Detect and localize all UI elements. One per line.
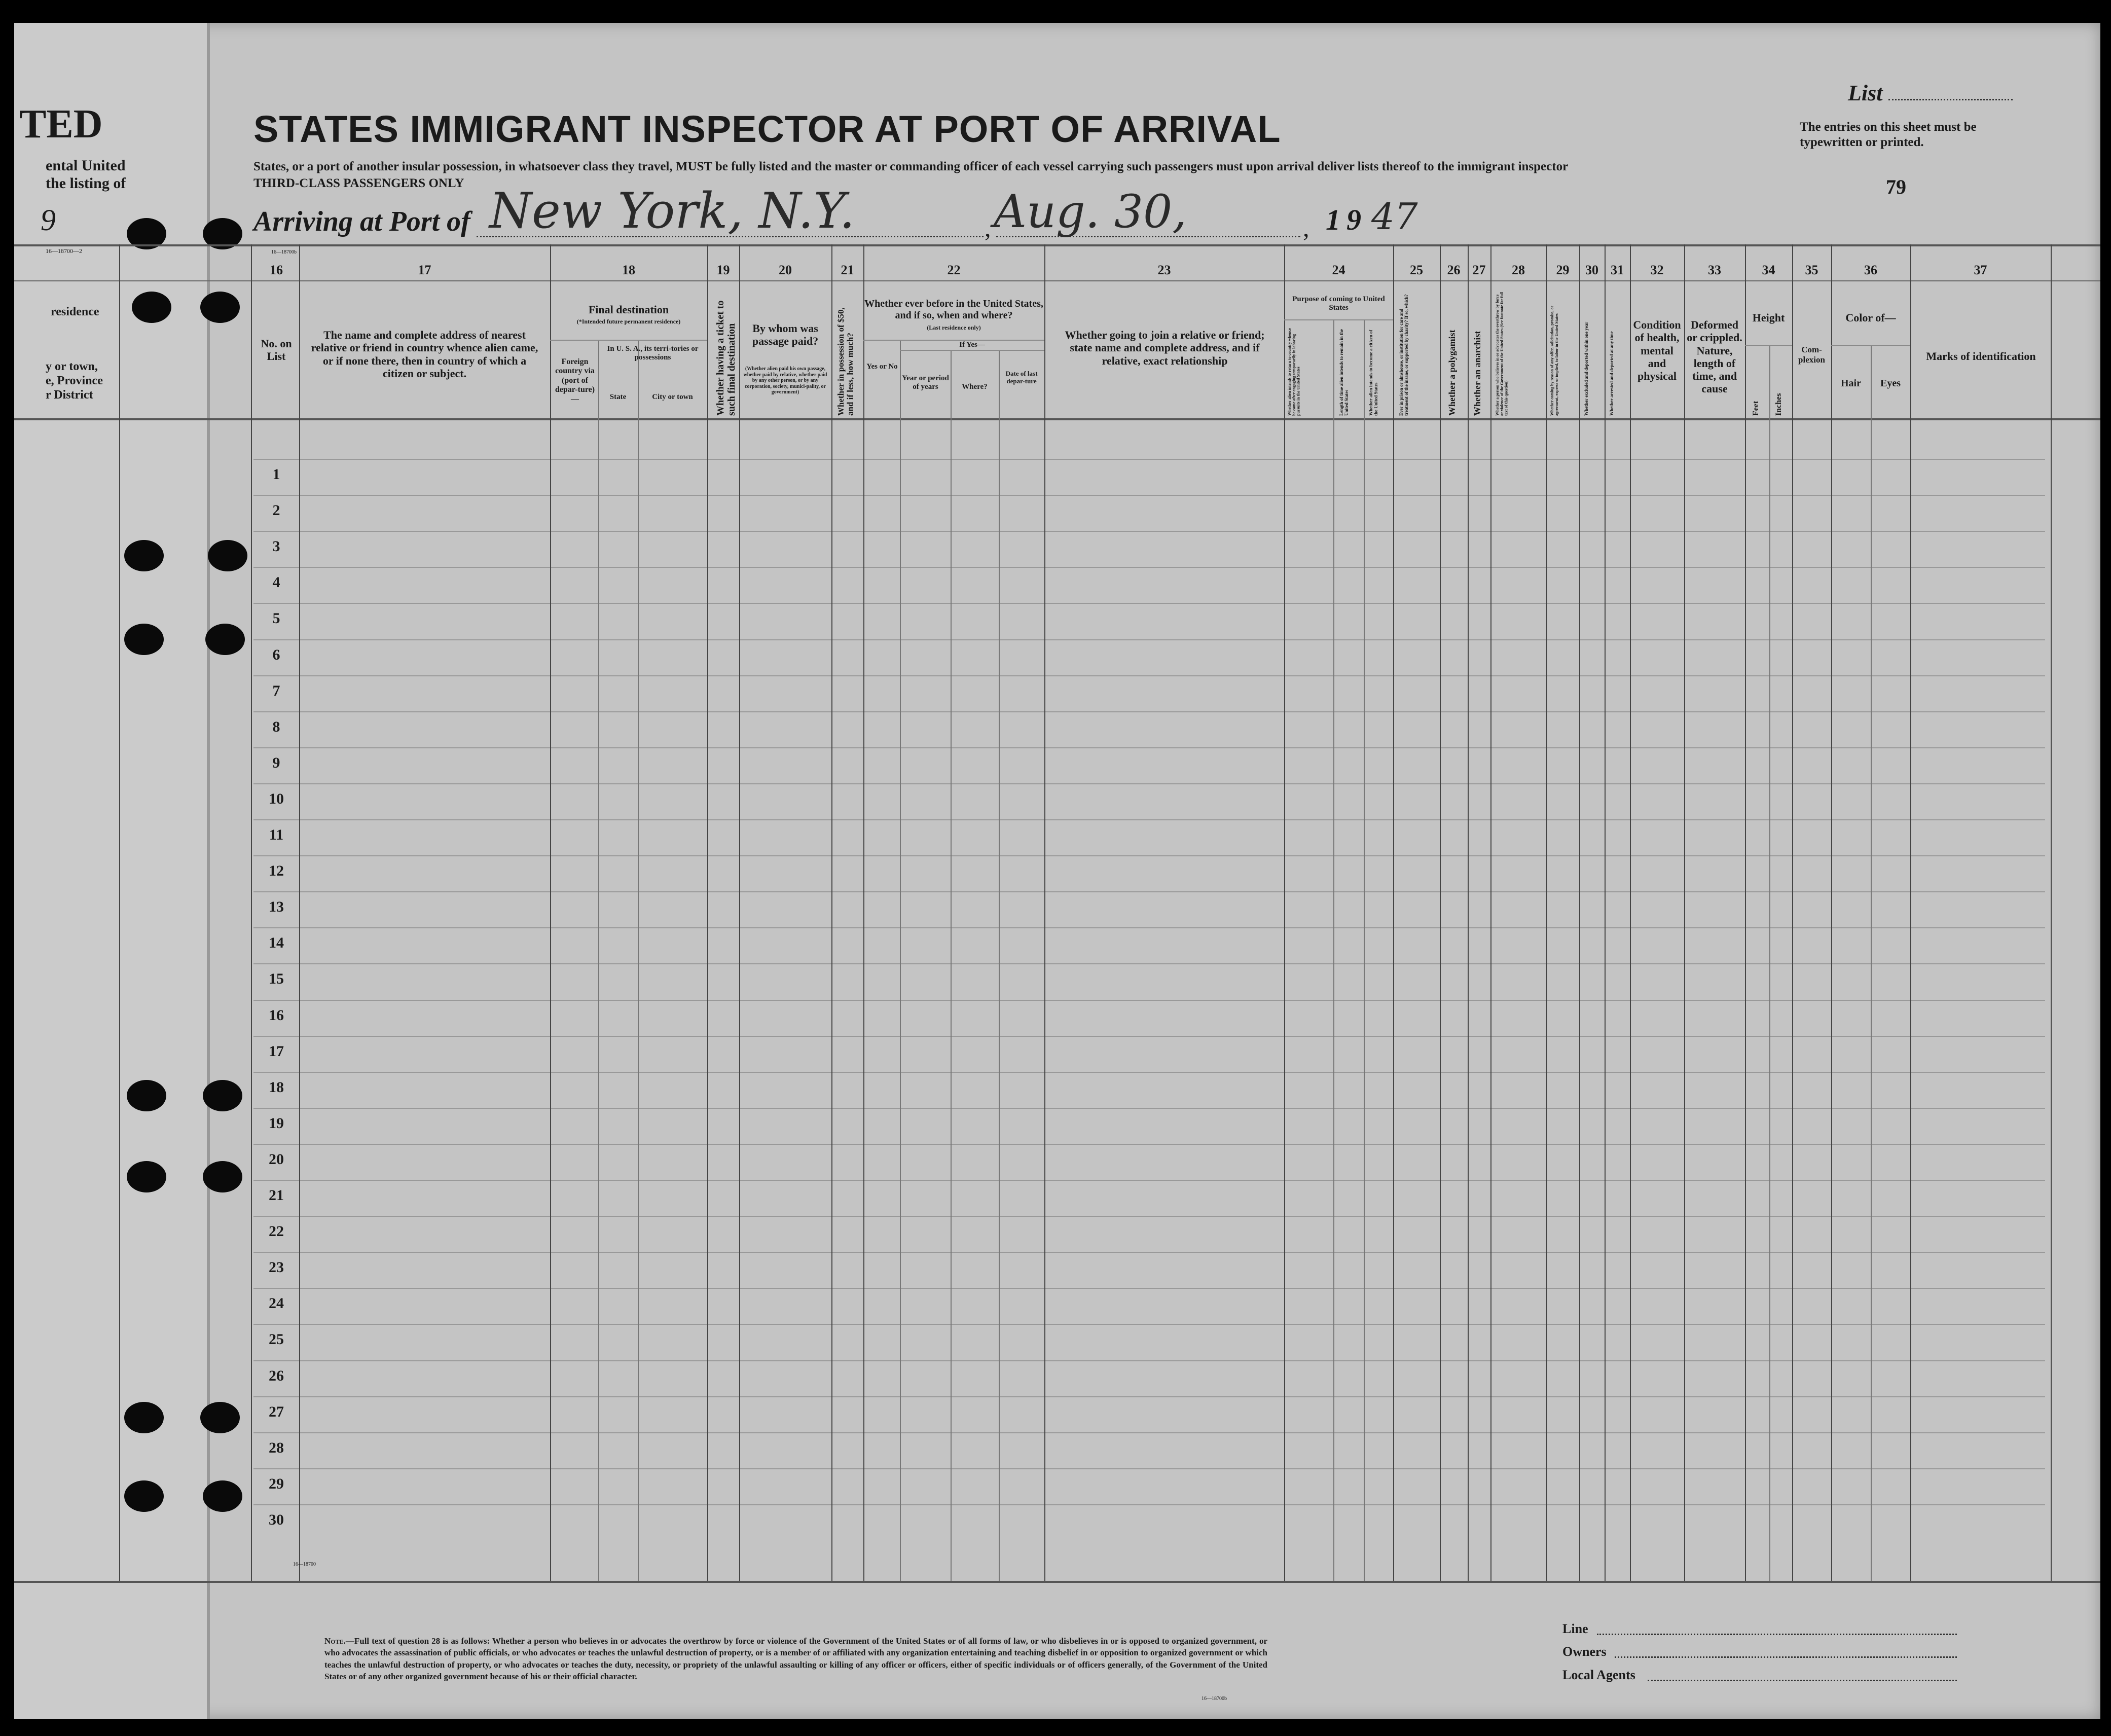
punch-hole: [200, 292, 240, 323]
col24-return: Whether alien intends to return to country whence he came after engaging temporarily in laboring pursuits in the United States: [1287, 328, 1301, 416]
row-rule: [253, 1252, 2045, 1253]
subheader-rule: [550, 340, 707, 341]
punch-hole: [208, 540, 247, 571]
col-number: 33: [1708, 263, 1721, 277]
col-divider: [1684, 244, 1685, 1581]
row-number: 6: [272, 646, 280, 663]
row-number: 10: [269, 790, 284, 807]
row-rule: [253, 1324, 2045, 1325]
row-number: 25: [269, 1331, 284, 1348]
col-number: 26: [1447, 263, 1461, 277]
col36-eyes: Eyes: [1880, 378, 1901, 389]
left-fragment-col-label: residence: [51, 305, 99, 318]
col-divider: [951, 350, 952, 1581]
entry-instruction: The entries on this sheet must be typewritten or printed.: [1800, 120, 1977, 149]
col22-where: Where?: [962, 383, 988, 391]
punch-hole: [203, 1080, 242, 1111]
row-number: 15: [269, 970, 284, 987]
previous-sheet-fragment: [14, 23, 210, 1719]
row-rule: [253, 855, 2045, 856]
col29-header: Whether coming by reason of any offer, solicitation, promise, or agreement, express or implied, to labor in the United States: [1550, 306, 1559, 416]
col-divider: [1044, 244, 1045, 1581]
col18-city: City or town: [652, 393, 693, 401]
row-rule: [253, 1288, 2045, 1289]
row-number: 29: [269, 1475, 284, 1492]
col-divider: [1745, 244, 1746, 1581]
punch-hole: [200, 1402, 240, 1433]
col24-citizen: Whether alien intends to become a citizen of the United States: [1368, 330, 1378, 416]
col28-header: Whether a person who believes in or advocates the overthrow by force or violence of the Government of the United States (See footnote for full text of this question): [1495, 292, 1509, 416]
punch-hole: [203, 1480, 242, 1512]
subheader-rule: [1745, 345, 1792, 346]
col-divider: [2051, 244, 2052, 1581]
subheader-rule: [900, 350, 1044, 351]
col-divider: [1468, 244, 1469, 1581]
col-number: 36: [1864, 263, 1877, 277]
col-number: 16: [270, 263, 283, 277]
col31-header: Whether arrested and deported at any time: [1609, 331, 1614, 416]
row-number: 28: [269, 1439, 284, 1456]
row-number: 30: [269, 1511, 284, 1528]
col-divider: [900, 340, 901, 1581]
row-rule: [253, 495, 2045, 496]
col24-length: Length of time alien intends to remain in the United States: [1339, 329, 1349, 416]
row-number: 26: [269, 1367, 284, 1384]
row-number: 9: [272, 754, 280, 771]
row-rule: [253, 1504, 2045, 1505]
col-divider: [119, 244, 120, 1581]
row-rule: [253, 531, 2045, 532]
row-rule: [253, 1000, 2045, 1001]
col22-years: Year or period of years: [902, 374, 949, 391]
left-fragment-col-text-2: e, Province: [46, 374, 103, 387]
row-rule: [253, 1360, 2045, 1361]
col-number: 18: [622, 263, 635, 277]
col17-header: The name and complete address of nearest relative or friend in country whence alien came, or if none there, then in country of which a citizen or subject.: [311, 329, 538, 380]
owners-label: Owners: [1562, 1644, 1607, 1659]
col-number: 23: [1157, 263, 1171, 277]
col25-header: Ever in prison or almshouse, or institution for care and treatment of the insane, or supported by charity? If so, which?: [1399, 294, 1409, 416]
col-divider: [1871, 345, 1872, 1581]
col-divider: [638, 340, 639, 1581]
col-number: 35: [1805, 263, 1818, 277]
subheader-rule: [1284, 319, 1393, 320]
punch-hole: [127, 1161, 166, 1192]
col-divider: [550, 244, 551, 1581]
punch-hole: [124, 624, 164, 655]
row-rule: [253, 747, 2045, 748]
port-handwritten: New York, N.Y.: [489, 183, 855, 239]
col-number: 34: [1762, 263, 1775, 277]
footnote-text: —Full text of question 28 is as follows: Whether a person who believes in or advocates the overthrow by force or violence of the Government of the United States or of all forms of law, or who disbelieves in or is opposed to organized government, or who advocates the assassination of public officials, or who advocates or teaches the unlawful destruction of property, or is a member of or affiliated with any organization entertaining and teaching disbelief in or opposition to organized government or which teaches the unlawful destruction of property, or who advocates or teaches the duty, necessity, or propriety of the unlawful assaulting or killing of any officer or officers, either of specific individuals or of officers generally, of the Government of the United States or of any other organized government because of his or their official character.: [324, 1636, 1267, 1682]
row-number: 2: [272, 502, 280, 519]
left-fragment-col-text-1: y or town,: [46, 360, 98, 373]
punch-hole: [124, 1480, 164, 1512]
punch-hole: [124, 540, 164, 571]
row-rule: [253, 603, 2045, 604]
footnote-code: 16—18700b: [1202, 1696, 1227, 1702]
col24-header: Purpose of coming to United States: [1292, 295, 1385, 312]
row-number: 14: [269, 934, 284, 951]
col36-hair: Hair: [1841, 378, 1861, 389]
col-number: 32: [1650, 263, 1664, 277]
row-number: 23: [269, 1259, 284, 1276]
col-divider: [598, 340, 599, 1581]
row-rule: [253, 891, 2045, 892]
row-rule: [253, 639, 2045, 640]
col36-header: Color of—: [1845, 311, 1896, 324]
col18-usa: In U. S. A., its terri-tories or possessions: [607, 345, 699, 362]
col-divider: [1605, 244, 1606, 1581]
punch-hole: [205, 624, 245, 655]
punch-hole: [203, 1161, 242, 1192]
col19-header: Whether having a ticket to such final destination: [715, 300, 737, 416]
date-handwritten: Aug. 30,: [994, 185, 1187, 238]
row-rule: [253, 1180, 2045, 1181]
row-number: 27: [269, 1403, 284, 1420]
agents-field[interactable]: [1648, 1680, 1957, 1681]
punch-hole: [132, 292, 171, 323]
col-number: 20: [779, 263, 792, 277]
col22-subheader: (Last residence only): [927, 324, 981, 331]
col-divider: [1630, 244, 1631, 1581]
col-number: 22: [947, 263, 961, 277]
col-divider: [739, 244, 740, 1581]
col-divider: [1333, 319, 1334, 1581]
line-field[interactable]: [1597, 1634, 1957, 1635]
row-rule: [253, 675, 2045, 676]
punch-hole: [124, 1402, 164, 1433]
col23-header: Whether going to join a relative or friend; state name and complete address, and if relative, exact relationship: [1065, 329, 1265, 367]
left-fragment-title: TED: [19, 102, 103, 147]
col16-header: No. on List: [261, 337, 292, 363]
row-number: 1: [272, 466, 280, 483]
agents-label: Local Agents: [1562, 1668, 1635, 1682]
col30-header: Whether excluded and deported within one year: [1584, 321, 1589, 416]
col-number: 24: [1332, 263, 1345, 277]
col21-header: Whether in possession of $50, and if less, how much?: [836, 307, 855, 416]
row-rule: [253, 1072, 2045, 1073]
row-rule: [253, 1144, 2045, 1145]
row-rule: [253, 1108, 2045, 1109]
row-number: 16: [269, 1007, 284, 1024]
row-number: 4: [272, 574, 280, 591]
comma: ,: [985, 213, 991, 242]
row-rule: [253, 963, 2045, 964]
col-divider: [1364, 319, 1365, 1581]
header-bottom-rule: [14, 418, 2100, 420]
table-top-rule: [14, 244, 2100, 246]
subheader-rule: [1831, 345, 1910, 346]
col-divider: [251, 244, 252, 1581]
col-number: 27: [1472, 263, 1486, 277]
col-divider: [707, 244, 708, 1581]
col22-date: Date of last depar-ture: [1005, 370, 1038, 385]
col-number: 25: [1410, 263, 1423, 277]
col18-subheader: (*Intended future permanent residence): [576, 318, 681, 325]
left-fragment-col-text-3: r District: [46, 388, 93, 402]
row-number: 18: [269, 1079, 284, 1096]
sheet-number: 79: [1886, 175, 1906, 198]
col-divider: [1284, 244, 1285, 1581]
col20-header: By whom was passage paid?: [752, 322, 819, 348]
col-divider: [1546, 244, 1547, 1581]
row-number: 20: [269, 1151, 284, 1168]
row-number: 5: [272, 610, 280, 627]
row-rule: [253, 783, 2045, 784]
footnote: [324, 1635, 1267, 1683]
row-rule: [253, 711, 2045, 712]
left-fragment-code: 16—18700—2: [46, 247, 82, 255]
comma: ,: [1303, 213, 1309, 242]
row-number: 3: [272, 538, 280, 555]
punch-hole: [127, 1080, 166, 1111]
col22-yes-no: Yes or No: [866, 363, 898, 371]
col22-if-yes: If Yes—: [959, 341, 985, 349]
year-handwritten: 47: [1371, 195, 1418, 238]
col-divider: [1579, 244, 1580, 1581]
row-number: 11: [269, 826, 284, 843]
row-number: 8: [272, 718, 280, 735]
col32-header: Condition of health, mental and physical: [1633, 318, 1681, 383]
row-rule: [253, 1036, 2045, 1037]
row-number: 17: [269, 1043, 284, 1060]
row-rule: [253, 1468, 2045, 1469]
list-field: [1888, 99, 2013, 100]
row-rule: [253, 1432, 2045, 1433]
col-number: 37: [1974, 263, 1987, 277]
page-title: STATES IMMIGRANT INSPECTOR AT PORT OF ARRIVAL: [253, 108, 1281, 150]
owners-field[interactable]: [1615, 1656, 1957, 1658]
row-number: 19: [269, 1115, 284, 1132]
col-divider: [863, 244, 864, 1581]
column-number-rule: [14, 280, 2100, 281]
class-note: THIRD-CLASS PASSENGERS ONLY: [253, 176, 464, 190]
col-divider: [1769, 345, 1770, 1581]
col-divider: [1393, 244, 1394, 1581]
row-rule: [253, 1396, 2045, 1397]
col-divider: [1490, 244, 1491, 1581]
row-rule: [253, 819, 2045, 820]
col34-header: Height: [1752, 311, 1785, 324]
row-number: 13: [269, 898, 284, 915]
col-number: 28: [1512, 263, 1525, 277]
col35-header: Com-plexion: [1798, 345, 1825, 365]
col-divider: [1440, 244, 1441, 1581]
col18-state: State: [609, 393, 627, 401]
left-fragment-number: 9: [41, 203, 56, 237]
col-number: 29: [1556, 263, 1570, 277]
col26-header: Whether a polygamist: [1447, 330, 1457, 416]
col22-header: Whether ever before in the United States, and if so, when and where?: [864, 298, 1043, 321]
left-fragment-line1: ental United: [46, 157, 126, 174]
col20-subheader: (Whether alien paid his own passage, whether paid by relative, whether paid by any other person, or by any corporation, society, munici-pality, or government): [743, 366, 827, 395]
col34-inches: Inches: [1774, 393, 1783, 416]
table-bottom-rule: [14, 1581, 2100, 1583]
row-number: 22: [269, 1223, 284, 1240]
left-fragment-line2: the listing of: [46, 175, 126, 192]
col-number: 17: [418, 263, 431, 277]
col-number: 30: [1585, 263, 1598, 277]
col-divider: [299, 244, 300, 1581]
col18-header: Final destination: [588, 303, 669, 316]
page-subtitle: States, or a port of another insular possession, in whatsoever class they travel, MUST be fully listed and the master or commanding officer of each vessel carrying such passengers must upon arrival deliver lists thereof to the immigrant inspector: [253, 160, 1569, 173]
row-number: 12: [269, 862, 284, 879]
line-label: Line: [1562, 1621, 1588, 1636]
row-number: 21: [269, 1187, 284, 1204]
col-divider: [831, 244, 832, 1581]
row-rule: [253, 1216, 2045, 1217]
row-rule: [253, 459, 2045, 460]
row-rule: [253, 567, 2045, 568]
form-code-top: 16—18700b: [271, 249, 297, 255]
row-number: 24: [269, 1295, 284, 1312]
col34-feet: Feet: [1752, 401, 1760, 416]
year-prefix: 19: [1326, 203, 1367, 236]
list-label: List: [1848, 81, 1883, 105]
col-number: 19: [716, 263, 730, 277]
col-divider: [1792, 244, 1793, 1581]
col-number: 31: [1611, 263, 1624, 277]
col-number: 21: [841, 263, 854, 277]
col33-header: Deformed or crippled. Nature, length of time, and cause: [1687, 318, 1742, 395]
col18-foreign: Foreign country via (port of depar-ture)—: [555, 357, 595, 404]
arriving-label: Arriving at Port of: [253, 206, 470, 237]
footnote-label: Note.: [324, 1636, 346, 1646]
col-divider: [999, 350, 1000, 1581]
row-number: 7: [272, 682, 280, 699]
col-divider: [1910, 244, 1911, 1581]
row-rule: [253, 927, 2045, 928]
col27-header: Whether an anarchist: [1472, 331, 1482, 416]
col37-header: Marks of identification: [1926, 350, 2036, 363]
col-divider: [1831, 244, 1832, 1581]
form-code-bottom: 16—18700: [293, 1562, 316, 1567]
